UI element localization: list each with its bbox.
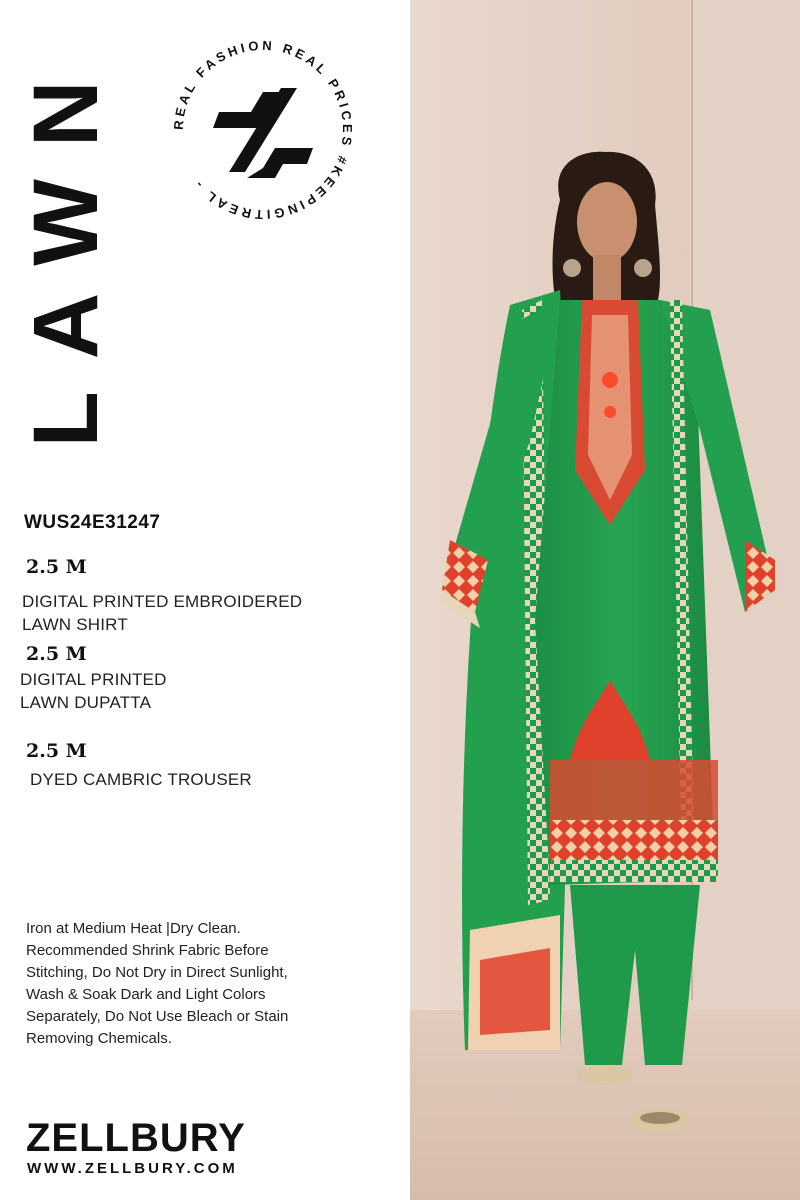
item-description [22, 590, 302, 636]
care-line: Iron at Medium Heat |Dry Clean. [26, 920, 241, 937]
item-description-line: LAWN SHIRT [22, 615, 128, 634]
item-description [30, 768, 252, 791]
model-photo [410, 0, 800, 1200]
brand-badge [163, 30, 363, 230]
care-line: Stitching, Do Not Dry in Direct Sunlight, [26, 964, 288, 981]
item-quantity: 2.5 M [26, 643, 87, 665]
item-description-line: LAWN DUPATTA [20, 693, 152, 712]
item-description-line: DYED CAMBRIC TROUSER [30, 770, 252, 789]
collection-title-text: LAWN [15, 48, 117, 448]
zellbury-monogram-icon [163, 30, 363, 230]
care-instructions [26, 918, 346, 1050]
item-description-line: DIGITAL PRINTED EMBROIDERED [22, 592, 303, 611]
care-line: Separately, Do Not Use Bleach or Stain [26, 1008, 289, 1025]
care-line: Wash & Soak Dark and Light Colors [26, 986, 266, 1003]
badge-ring-text: REAL FASHION REAL PRICES #KEEPINGITREAL - [170, 37, 356, 223]
brand-name: ZELLBURY [26, 1116, 246, 1160]
item-quantity: 2.5 M [26, 556, 87, 578]
care-line: Removing Chemicals. [26, 1030, 172, 1047]
item-description-line: DIGITAL PRINTED [20, 670, 167, 689]
product-sku: WUS24E31247 [24, 512, 161, 533]
care-line: Recommended Shrink Fabric Before [26, 942, 269, 959]
brand-website[interactable]: WWW.ZELLBURY.COM [27, 1160, 238, 1177]
item-description [20, 668, 167, 714]
item-quantity: 2.5 M [26, 740, 87, 762]
model-photo-illustration [410, 0, 800, 1200]
